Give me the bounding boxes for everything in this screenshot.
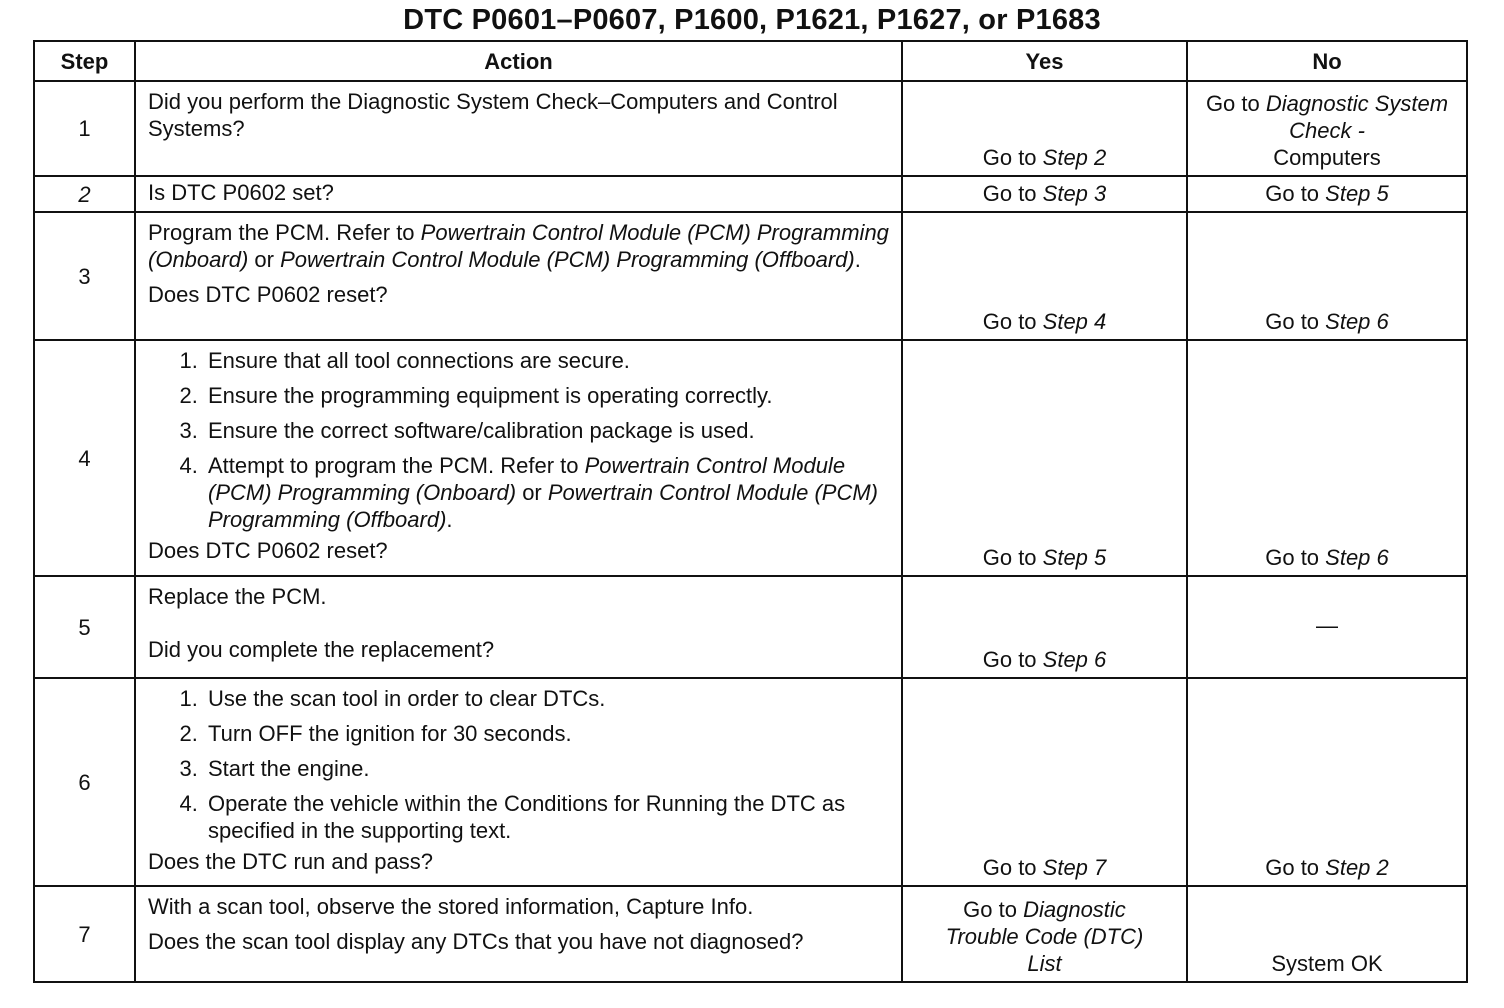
step-number: 1 xyxy=(34,81,135,176)
yes-step-link[interactable]: Step 4 xyxy=(1042,309,1107,334)
no-cell xyxy=(1187,340,1467,576)
no-cell xyxy=(1187,576,1467,678)
no-prefix: Go to xyxy=(1205,91,1266,116)
list-item: 3. Start the engine. xyxy=(204,755,889,782)
action-text: . xyxy=(854,247,861,272)
table-header-row xyxy=(34,41,1467,81)
action-cell xyxy=(135,81,902,176)
yes-cell xyxy=(902,576,1187,678)
action-text: Replace the PCM. xyxy=(148,584,327,609)
action-question: Did you complete the replacement? xyxy=(148,637,495,662)
yes-prefix: Go to xyxy=(982,545,1043,570)
step-number: 7 xyxy=(34,886,135,982)
no-result: System OK xyxy=(1271,951,1383,976)
table-row-step-1 xyxy=(34,81,1467,176)
list-item: 2. Ensure the programming equipment is operating correctly. xyxy=(204,382,889,409)
no-step-link[interactable]: Diagnostic System Check - xyxy=(1265,91,1449,143)
action-text: or xyxy=(516,480,548,505)
diagnostic-table xyxy=(33,40,1468,983)
step-number: 3 xyxy=(34,212,135,340)
action-text: . xyxy=(446,507,453,532)
header-yes: Yes xyxy=(902,41,1187,81)
list-item: 1. Ensure that all tool connections are secure. xyxy=(204,347,889,374)
header-step: Step xyxy=(34,41,135,81)
action-cell xyxy=(135,340,902,576)
yes-cell xyxy=(902,81,1187,176)
action-list xyxy=(148,347,889,533)
reference-link[interactable]: Powertrain Control Module (PCM) Programming (Offboard) xyxy=(280,247,855,272)
list-item: 4. Operate the vehicle within the Conditions for Running the DTC as specified in the supporting text. xyxy=(204,790,889,844)
yes-prefix: Go to xyxy=(982,181,1043,206)
no-dash: — xyxy=(1316,612,1338,638)
yes-prefix: Go to xyxy=(982,647,1043,672)
no-prefix: Go to xyxy=(1265,855,1326,880)
yes-cell xyxy=(902,176,1187,212)
action-cell xyxy=(135,886,902,982)
step-number: 5 xyxy=(34,576,135,678)
table-row-step-6 xyxy=(34,678,1467,886)
no-prefix: Go to xyxy=(1265,309,1326,334)
action-question: Does DTC P0602 reset? xyxy=(148,538,388,563)
action-cell xyxy=(135,176,902,212)
action-cell xyxy=(135,678,902,886)
no-cell xyxy=(1187,176,1467,212)
no-prefix: Go to xyxy=(1265,545,1326,570)
no-cell xyxy=(1187,212,1467,340)
action-text: Did you perform the Diagnostic System Check–Computers and Control Systems? xyxy=(148,89,838,141)
no-prefix: Go to xyxy=(1265,181,1326,206)
action-text: or xyxy=(248,247,281,272)
no-step-link[interactable]: Step 5 xyxy=(1325,181,1389,206)
table-row-step-5 xyxy=(34,576,1467,678)
no-step-link[interactable]: Step 6 xyxy=(1325,545,1389,570)
no-cell xyxy=(1187,678,1467,886)
action-text: Attempt to program the PCM. Refer to xyxy=(208,453,585,478)
yes-step-link[interactable]: Step 2 xyxy=(1042,145,1107,170)
list-item: 1. Use the scan tool in order to clear DTCs. xyxy=(204,685,889,712)
list-item: 3. Ensure the correct software/calibration package is used. xyxy=(204,417,889,444)
yes-step-link[interactable]: Step 5 xyxy=(1042,545,1107,570)
no-cell xyxy=(1187,81,1467,176)
yes-step-link[interactable]: Step 3 xyxy=(1042,181,1107,206)
action-question: Does DTC P0602 reset? xyxy=(148,282,388,307)
action-text: Is DTC P0602 set? xyxy=(148,180,334,205)
yes-prefix: Go to xyxy=(982,145,1043,170)
table-row-step-2 xyxy=(34,176,1467,212)
action-list xyxy=(148,685,889,844)
action-question: Does the DTC run and pass? xyxy=(148,849,433,874)
table-row-step-7 xyxy=(34,886,1467,982)
action-text: With a scan tool, observe the stored information, Capture Info. xyxy=(148,894,754,919)
table-row-step-3 xyxy=(34,212,1467,340)
header-no: No xyxy=(1187,41,1467,81)
action-cell xyxy=(135,576,902,678)
yes-cell xyxy=(902,678,1187,886)
yes-prefix: Go to xyxy=(982,309,1043,334)
reference-link[interactable]: Powertrain Control Module (PCM) Programming (Offboard) xyxy=(208,480,878,532)
action-cell xyxy=(135,212,902,340)
yes-cell xyxy=(902,886,1187,982)
step-number: 2 xyxy=(34,176,135,212)
yes-step-link[interactable]: Step 7 xyxy=(1042,855,1107,880)
yes-cell xyxy=(902,212,1187,340)
no-cell xyxy=(1187,886,1467,982)
page-title: DTC P0601–P0607, P1600, P1621, P1627, or P1683 xyxy=(403,4,1101,36)
yes-prefix: Go to xyxy=(982,855,1043,880)
reference-link[interactable]: Powertrain Control Module (PCM) Programming (Onboard) xyxy=(148,220,889,272)
action-text: Program the PCM. Refer to xyxy=(148,220,421,245)
no-step-link[interactable]: Step 2 xyxy=(1325,855,1389,880)
list-item: 2. Turn OFF the ignition for 30 seconds. xyxy=(204,720,889,747)
reference-link[interactable]: Powertrain Control Module (PCM) Programming (Onboard) xyxy=(208,453,846,505)
yes-cell xyxy=(902,340,1187,576)
yes-step-link[interactable]: Diagnostic Trouble Code (DTC) List xyxy=(945,897,1144,976)
no-step-link[interactable]: Step 6 xyxy=(1325,309,1389,334)
step-number: 4 xyxy=(34,340,135,576)
table-row-step-4 xyxy=(34,340,1467,576)
yes-prefix: Go to xyxy=(963,897,1024,922)
no-suffix: Computers xyxy=(1273,145,1381,170)
step-number: 6 xyxy=(34,678,135,886)
header-action: Action xyxy=(135,41,902,81)
list-item xyxy=(204,452,889,533)
action-question: Does the scan tool display any DTCs that you have not diagnosed? xyxy=(148,929,804,954)
yes-step-link[interactable]: Step 6 xyxy=(1042,647,1107,672)
